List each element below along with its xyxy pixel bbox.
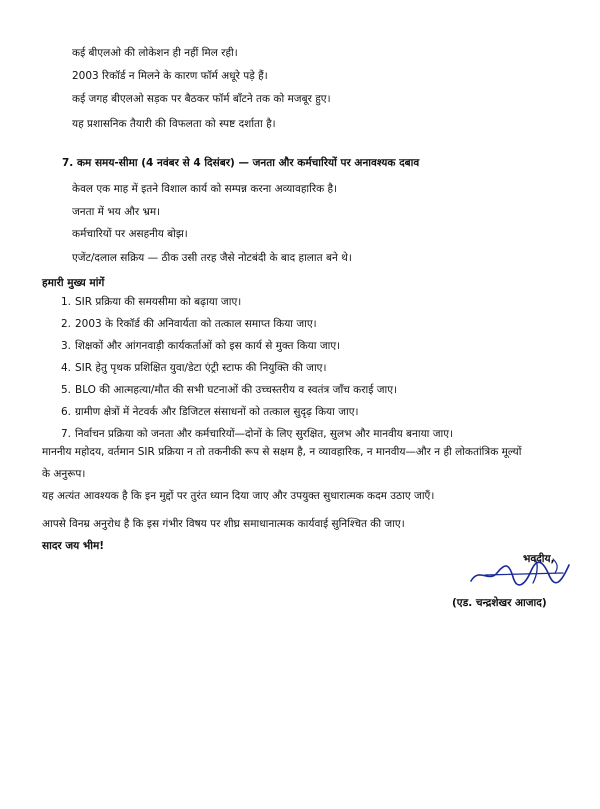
list-text: BLO की आत्महत्या/मौत की सभी घटनाओं की उच्चस्तरीय व स्वतंत्र जाँच कराई जाए। [75, 384, 398, 396]
list-number: 3. [60, 340, 71, 352]
closing-paragraph: यह अत्यंत आवश्यक है कि इन मुद्दों पर तुरंत ध्यान दिया जाए और उपयुक्त सुधारात्मक कदम उठाए जाएँ। [42, 490, 435, 502]
closing-paragraph-line: के अनुरूप। [42, 468, 86, 480]
section6-conclusion: यह प्रशासनिक तैयारी की विफलता को स्पष्ट दर्शाता है। [72, 118, 276, 130]
sign-off: भवदीय, [523, 553, 555, 565]
point-line: 2003 रिकॉर्ड न मिलने के कारण फॉर्म अधूरे पड़े हैं। [72, 70, 268, 82]
list-number: 7. [60, 428, 71, 440]
list-text: ग्रामीण क्षेत्रों में नेटवर्क और डिजिटल संसाधनों को तत्काल सुदृढ़ किया जाए। [75, 406, 359, 418]
point-line: केवल एक माह में इतने विशाल कार्य को सम्पन्न करना अव्यावहारिक है। [72, 183, 338, 195]
list-text: SIR हेतु पृथक प्रशिक्षित युवा/डेटा एंट्री स्टाफ की नियुक्ति की जाए। [75, 362, 327, 374]
handwritten-signature [465, 553, 575, 593]
list-text: SIR प्रक्रिया की समयसीमा को बढ़ाया जाए। [75, 296, 242, 308]
list-number: 5. [60, 384, 71, 396]
point-line: एजेंट/दलाल सक्रिय — ठीक उसी तरह जैसे नोटबंदी के बाद हालात बने थे। [72, 252, 352, 264]
list-number: 6. [60, 406, 71, 418]
list-text: निर्वाचन प्रक्रिया को जनता और कर्मचारियों—दोनों के लिए सुरक्षित, सुलभ और मानवीय बनाया जाए। [75, 428, 454, 440]
point-line: जनता में भय और भ्रम। [72, 206, 161, 218]
list-number: 1. [60, 296, 71, 308]
point-line: कर्मचारियों पर असहनीय बोझ। [72, 228, 188, 240]
list-number: 4. [60, 362, 71, 374]
point-line: कई बीएलओ की लोकेशन ही नहीं मिल रही। [72, 47, 238, 59]
signatory-name: (एड. चन्द्रशेखर आजाद) [452, 597, 547, 609]
salutation: सादर जय भीम! [42, 540, 105, 552]
closing-paragraph: आपसे विनम्र अनुरोध है कि इस गंभीर विषय पर शीघ्र समाधानात्मक कार्यवाई सुनिश्चित की जाए। [42, 518, 405, 530]
list-number: 2. [60, 318, 71, 330]
section7-heading: 7. कम समय-सीमा (4 नवंबर से 4 दिसंबर) — जनता और कर्मचारियों पर अनावश्यक दबाव [62, 157, 420, 169]
point-line: कई जगह बीएलओ सड़क पर बैठकर फॉर्म बाँटने तक को मजबूर हुए। [72, 93, 331, 105]
closing-paragraph-line: माननीय महोदय, वर्तमान SIR प्रक्रिया न तो तकनीकी रूप से सक्षम है, न व्यावहारिक, न मानवीय—और न ही लोकतांत्रिक मूल्यों [42, 446, 522, 458]
list-text: शिक्षकों और आंगनवाड़ी कार्यकर्ताओं को इस कार्य से मुक्त किया जाए। [75, 340, 341, 352]
demands-heading: हमारी मुख्य मांगें [42, 277, 105, 289]
list-text: 2003 के रिकॉर्ड की अनिवार्यता को तत्काल समाप्त किया जाए। [75, 318, 317, 330]
